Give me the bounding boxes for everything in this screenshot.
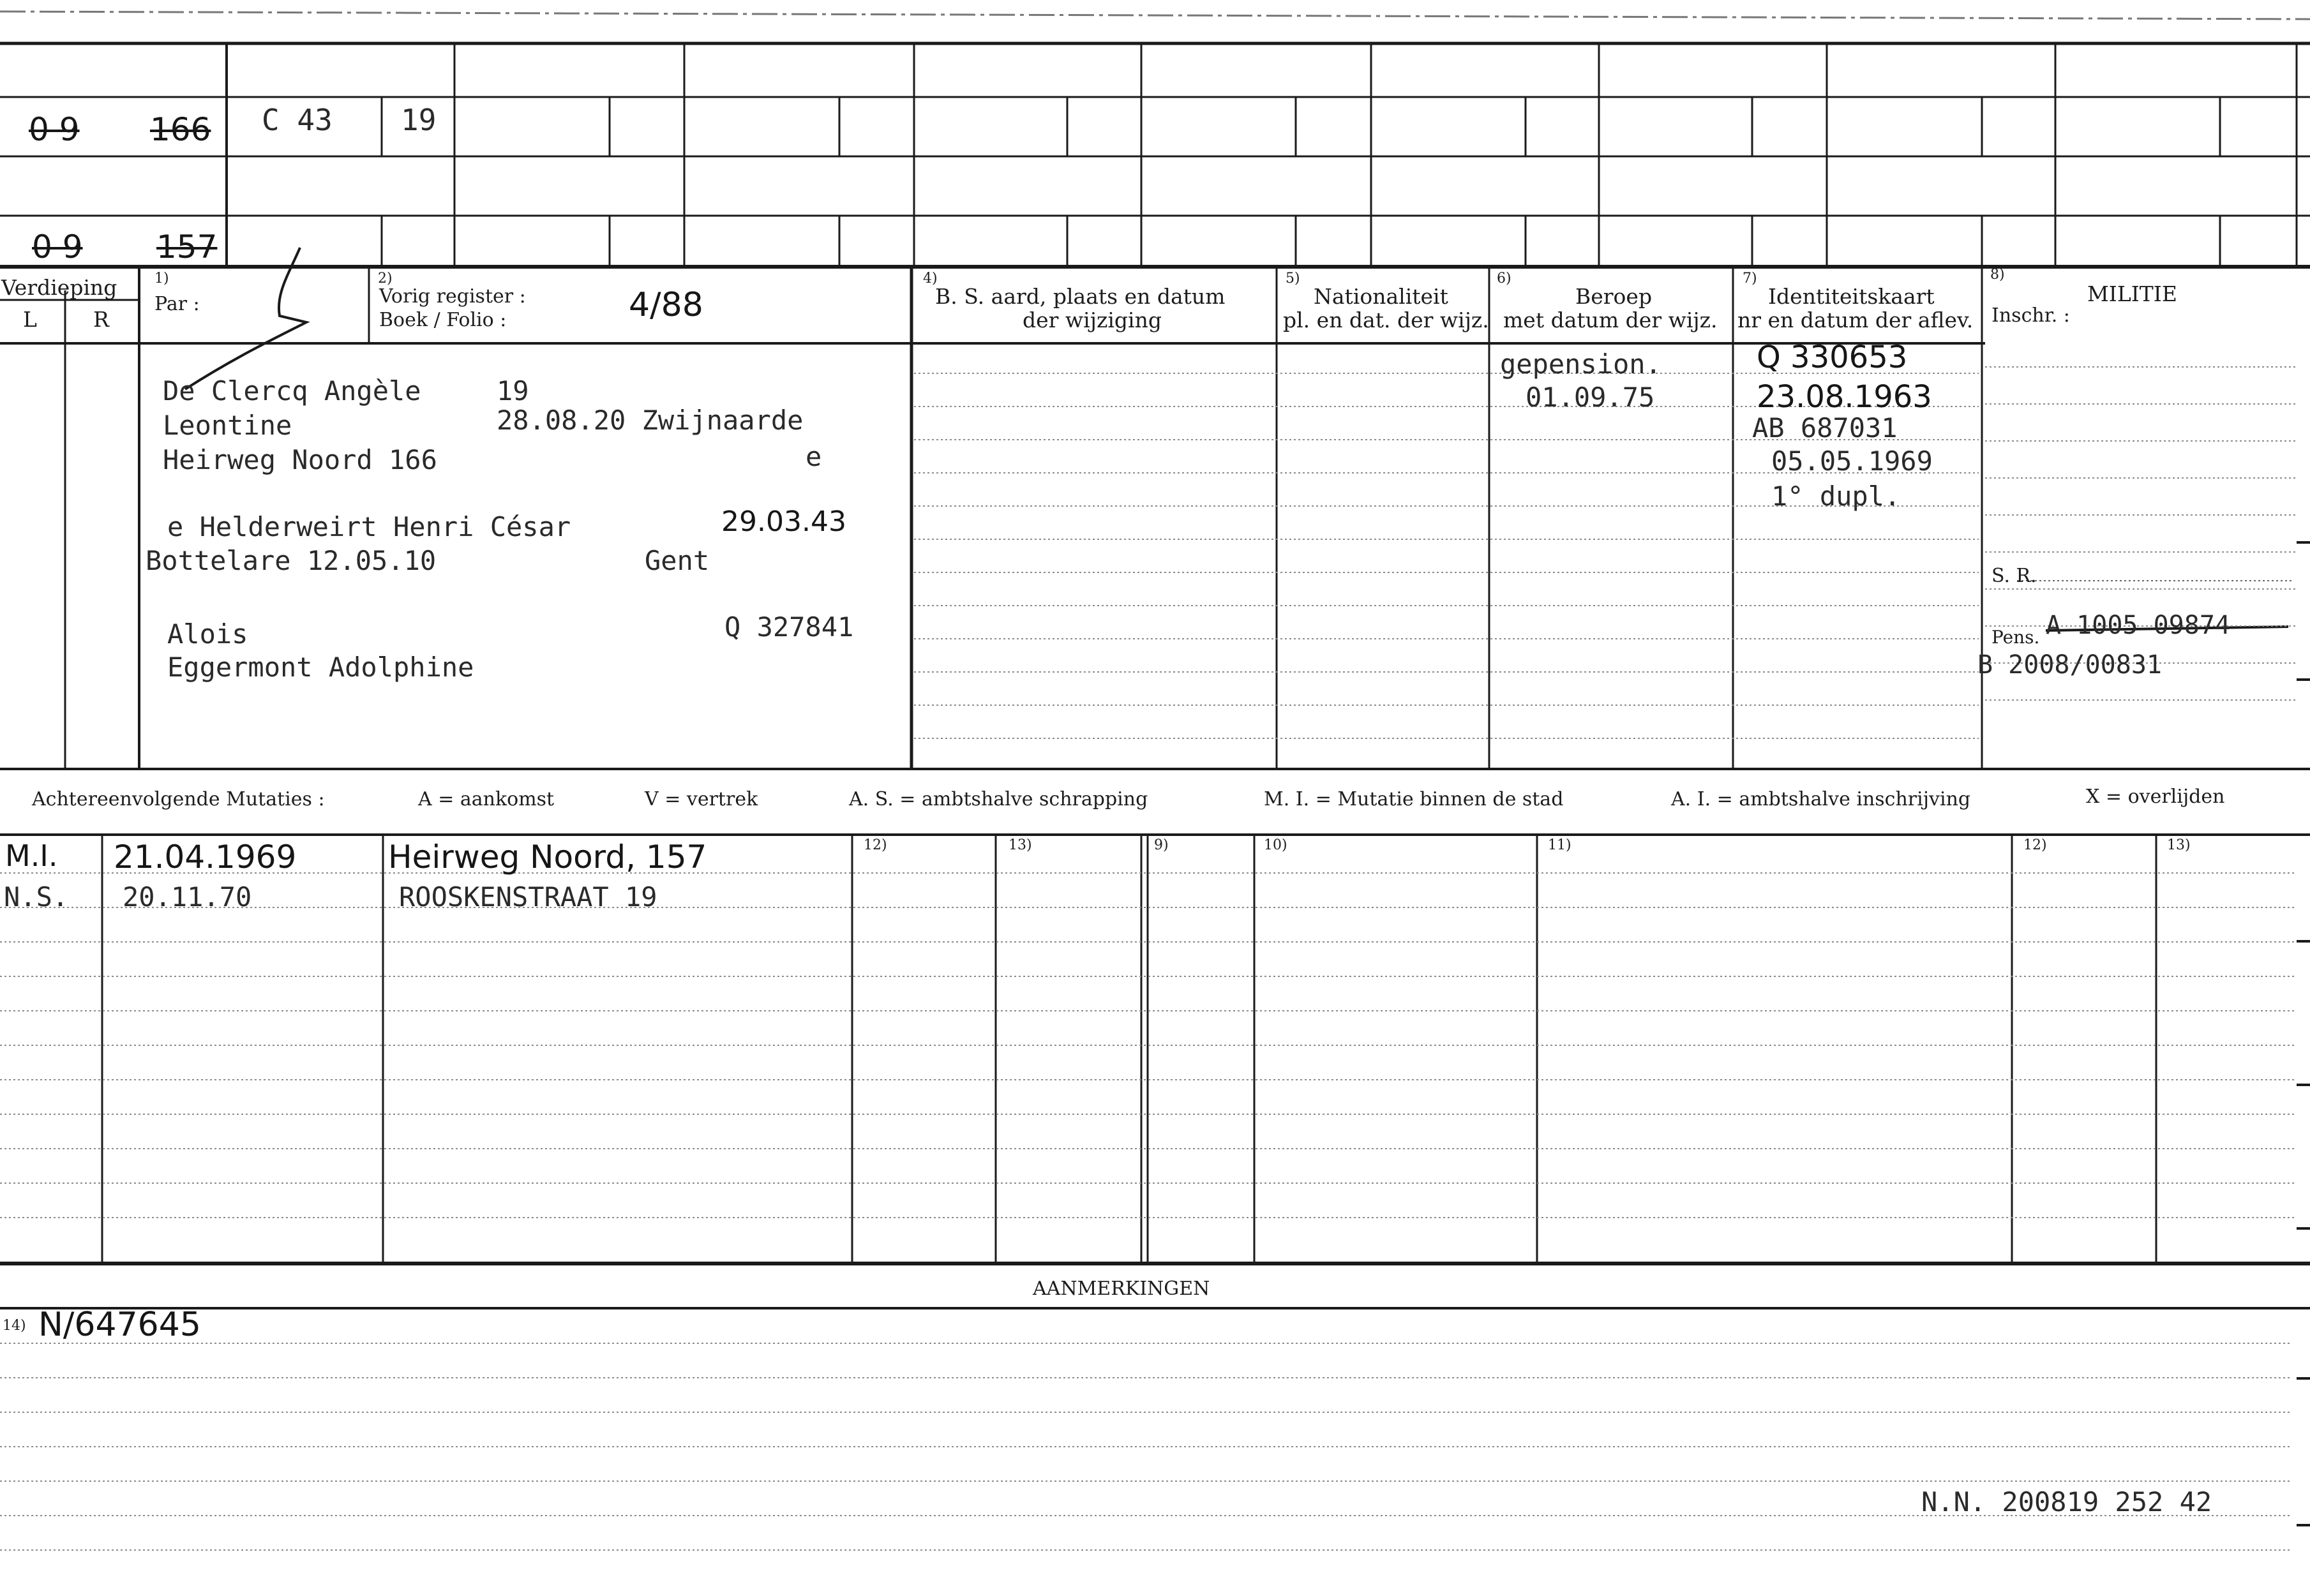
field-number-1: 1): [154, 271, 169, 287]
spouse-name: e Helderweirt Henri César: [167, 511, 571, 542]
id-card-duplicate: 1° dupl.: [1771, 481, 1901, 512]
legend-deregistration: A. S. = ambtshalve schrapping: [849, 788, 1148, 810]
floor-r-label: R: [93, 307, 109, 332]
mutation-col-9: 9): [1154, 837, 1169, 853]
father-id-number: Q 327841: [724, 611, 854, 643]
profession-value: gepension.: [1500, 348, 1661, 380]
mutation-col-12b: 12): [2023, 837, 2047, 853]
id-card-2-date: 05.05.1969: [1771, 445, 1933, 477]
id-header-line2: nr en datum der aflev.: [1737, 308, 1974, 332]
pension-old-number: A 1005 09874: [2046, 611, 2230, 640]
id-card-1: Q 330653: [1757, 339, 1908, 375]
field-number-4: 4): [923, 271, 938, 287]
old-number-2: 157: [156, 228, 218, 265]
old-code-1: 0 9: [29, 111, 80, 148]
profession-date: 01.09.75: [1526, 382, 1655, 413]
nat-header-line1: Nationaliteit: [1314, 284, 1448, 309]
legend-internal-move: M. I. = Mutatie binnen de stad: [1264, 788, 1564, 810]
field-number-14: 14): [3, 1318, 26, 1334]
field-number-2: 2): [378, 271, 393, 287]
id-header-line1: Identiteitskaart: [1768, 284, 1935, 309]
person-birth: 28.08.20 Zwijnaarde: [497, 405, 804, 436]
mutation-col-12: 12): [864, 837, 887, 853]
mother-name: Eggermont Adolphine: [167, 652, 474, 683]
field-number-7: 7): [1743, 271, 1757, 287]
vorig-register-label: Vorig register :: [379, 285, 526, 308]
legend-departure: V = vertrek: [645, 788, 758, 810]
verdieping-label: Verdieping: [1, 275, 117, 300]
field-number-5: 5): [1286, 271, 1300, 287]
field-number-8: 8): [1990, 267, 2005, 283]
par-label: Par :: [154, 293, 200, 315]
old-number-1: 166: [150, 111, 211, 148]
mutation-col-11: 11): [1548, 837, 1571, 853]
person-name-line1: De Clercq Angèle: [163, 375, 421, 406]
person-house-number: 19: [497, 375, 529, 406]
nat-header-line2: pl. en dat. der wijz.: [1283, 308, 1489, 332]
legend-registration: A. I. = ambtshalve inschrijving: [1671, 788, 1971, 810]
id-card-2: AB 687031: [1752, 412, 1898, 444]
boek-folio-value: 4/88: [629, 286, 703, 324]
remarks-title: AANMERKINGEN: [1033, 1278, 1210, 1300]
id-card-1-date: 23.08.1963: [1757, 379, 1932, 415]
inschr-label: Inschr. :: [1991, 304, 2070, 327]
beroep-header-line1: Beroep: [1575, 284, 1653, 309]
person-mark: e: [806, 441, 822, 472]
mutation-col-13: 13): [1009, 837, 1032, 853]
militie-header: MILITIE: [2087, 281, 2177, 306]
marriage-date: 29.03.43: [721, 505, 846, 538]
spouse-city: Gent: [645, 545, 710, 576]
mutation-date-2: 20.11.70: [123, 881, 252, 913]
legend-death: X = overlijden: [2086, 786, 2225, 808]
bs-header-line2: der wijziging: [1023, 308, 1162, 332]
old-code-2: 0 9: [32, 228, 83, 265]
mutation-type-1: M.I.: [5, 839, 58, 873]
house-number-cell: 19: [401, 103, 437, 137]
pension-new-number: B 2008/00831: [1977, 650, 2162, 680]
mutation-date-1: 21.04.1969: [114, 839, 297, 876]
pens-label: Pens.: [1991, 627, 2040, 648]
field-number-6: 6): [1497, 271, 1511, 287]
mutation-address-2: ROOSKENSTRAAT 19: [399, 881, 657, 913]
father-name: Alois: [167, 618, 248, 650]
legend-arrival: A = aankomst: [418, 788, 555, 810]
remarks-value: N/647645: [38, 1306, 201, 1344]
legend-intro: Achtereenvolgende Mutaties :: [32, 788, 325, 810]
beroep-header-line2: met datum der wijz.: [1503, 308, 1718, 332]
mutation-col-10: 10): [1264, 837, 1287, 853]
mutation-col-13b: 13): [2167, 837, 2191, 853]
person-address: Heirweg Noord 166: [163, 444, 437, 475]
spouse-birth: Bottelare 12.05.10: [146, 545, 437, 576]
mutation-type-2: N.S.: [4, 881, 69, 913]
bs-header-line1: B. S. aard, plaats en datum: [935, 284, 1226, 309]
section-code: C 43: [262, 103, 333, 137]
mutation-address-1: Heirweg Noord, 157: [388, 839, 707, 876]
boek-folio-label: Boek / Folio :: [379, 309, 507, 331]
floor-l-label: L: [23, 307, 37, 332]
national-number: N.N. 200819 252 42: [1921, 1486, 2212, 1518]
person-name-line2: Leontine: [163, 410, 292, 441]
sr-label: S. R.: [1991, 565, 2037, 587]
